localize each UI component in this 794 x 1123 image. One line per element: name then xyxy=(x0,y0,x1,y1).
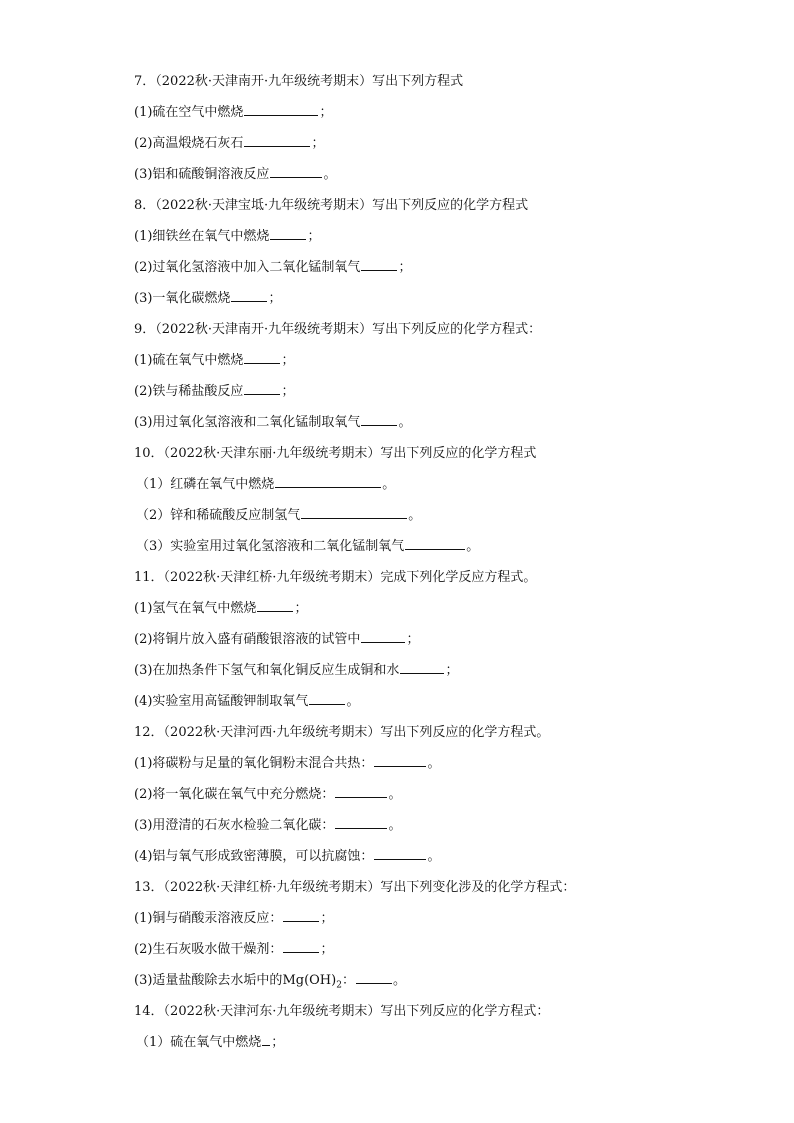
answer-blank[interactable] xyxy=(400,661,444,674)
answer-blank[interactable] xyxy=(309,692,345,705)
question-13-item-2: (2)生石灰吸水做干燥剂： ； xyxy=(134,942,334,957)
answer-blank[interactable] xyxy=(361,630,405,643)
question-source: （2022秋·天津东丽·九年级统考期末） xyxy=(163,446,381,461)
question-11-header xyxy=(134,562,694,593)
question-12-item-1: (1)将碳粉与足量的氧化铜粉末混合共热： 。 xyxy=(134,756,441,771)
question-8-item-1: (1)细铁丝在氧气中燃烧 ； xyxy=(134,229,321,244)
question-9-item-1: (1)硫在氧气中燃烧 ； xyxy=(134,353,295,368)
question-13-item-3: (3)适量盐酸除去水垢中的$Mg(OH)_2$： 。 xyxy=(134,973,406,991)
question-11-item-3: (3)在加热条件下氢气和氧化铜反应生成铜和水 ； xyxy=(134,663,459,678)
question-7-item-3: (3)铝和硫酸铜溶液反应 。 xyxy=(134,167,337,182)
question-number: 8． xyxy=(134,198,156,213)
question-list xyxy=(134,66,694,1058)
question-number: 13． xyxy=(134,880,164,895)
question-13-header xyxy=(134,872,694,903)
question-source: （2022秋·天津南开·九年级统考期末） xyxy=(155,322,373,337)
answer-blank[interactable] xyxy=(270,227,306,240)
question-7-item-1: (1)硫在空气中燃烧 ； xyxy=(134,105,333,120)
answer-blank[interactable] xyxy=(244,351,280,364)
answer-blank[interactable] xyxy=(283,909,319,922)
answer-blank[interactable] xyxy=(335,785,387,798)
answer-blank[interactable] xyxy=(244,382,280,395)
question-number: 14． xyxy=(134,1004,164,1019)
question-number: 12． xyxy=(134,725,164,740)
answer-blank[interactable] xyxy=(361,258,397,271)
question-14-item-1: （1）硫在氧气中燃烧 ； xyxy=(136,1035,285,1050)
answer-blank[interactable] xyxy=(361,413,397,426)
question-number: 11． xyxy=(134,570,164,585)
question-11-item-4: (4)实验室用高锰酸钾制取氧气 。 xyxy=(134,694,360,709)
question-source: （2022秋·天津宝坻·九年级统考期末） xyxy=(155,198,373,213)
question-number: 10． xyxy=(134,446,164,461)
question-9-item-2: (2)铁与稀盐酸反应 ； xyxy=(134,384,295,399)
question-9-item-3: (3)用过氧化氢溶液和二氧化锰制取氧气 。 xyxy=(134,415,412,430)
question-12-item-3: (3)用澄清的石灰水检验二氧化碳： 。 xyxy=(134,818,402,833)
question-source: （2022秋·天津红桥·九年级统考期末） xyxy=(163,570,381,585)
answer-blank[interactable] xyxy=(257,599,293,612)
question-10-item-2: （2）锌和稀硫酸反应制氢气 。 xyxy=(136,508,422,523)
question-10-item-1: （1）红磷在氧气中燃烧 。 xyxy=(136,477,396,492)
question-prompt: 写出下列反应的化学方程式： xyxy=(380,1004,550,1019)
question-7-header xyxy=(134,66,694,97)
answer-blank[interactable] xyxy=(244,134,310,147)
question-prompt: 写出下列反应的化学方程式： xyxy=(372,322,542,337)
answer-blank[interactable] xyxy=(244,103,318,116)
question-10-item-3: （3）实验室用过氧化氢溶液和二氧化锰制氧气 。 xyxy=(136,539,480,554)
question-prompt: 完成下列化学反应方程式。 xyxy=(380,570,537,585)
answer-blank[interactable] xyxy=(374,847,426,860)
question-source: （2022秋·天津河东·九年级统考期末） xyxy=(163,1004,381,1019)
question-prompt: 写出下列反应的化学方程式 xyxy=(380,446,537,461)
answer-blank[interactable] xyxy=(270,165,322,178)
question-prompt: 写出下列反应的化学方程式 xyxy=(372,198,529,213)
answer-blank[interactable] xyxy=(262,1033,270,1046)
question-8-item-3: (3)一氧化碳燃烧 ； xyxy=(134,291,282,306)
chemical-formula: $Mg(OH)_2$ xyxy=(282,973,342,991)
answer-blank[interactable] xyxy=(301,506,407,519)
question-9-header xyxy=(134,314,694,345)
answer-blank[interactable] xyxy=(356,971,392,984)
question-8-header xyxy=(134,190,694,221)
answer-blank[interactable] xyxy=(231,289,267,302)
question-12-item-2: (2)将一氧化碳在氧气中充分燃烧： 。 xyxy=(134,787,402,802)
question-source: （2022秋·天津南开·九年级统考期末） xyxy=(155,74,373,89)
question-8-item-2: (2)过氧化氢溶液中加入二氧化锰制氧气 ； xyxy=(134,260,412,275)
question-source: （2022秋·天津河西·九年级统考期末） xyxy=(163,725,381,740)
question-13-item-1: (1)铜与硝酸汞溶液反应： ； xyxy=(134,911,334,926)
question-10-header xyxy=(134,438,694,469)
question-prompt: 写出下列反应的化学方程式。 xyxy=(380,725,550,740)
question-11-item-1: (1)氢气在氧气中燃烧 ； xyxy=(134,601,308,616)
question-11-item-2: (2)将铜片放入盛有硝酸银溶液的试管中 ； xyxy=(134,632,420,647)
question-7-item-2: (2)高温煅烧石灰石 ； xyxy=(134,136,325,151)
answer-blank[interactable] xyxy=(275,475,381,488)
question-prompt: 写出下列变化涉及的化学方程式： xyxy=(380,880,576,895)
question-prompt: 写出下列方程式 xyxy=(372,74,464,89)
answer-blank[interactable] xyxy=(335,816,387,829)
question-source: （2022秋·天津红桥·九年级统考期末） xyxy=(163,880,381,895)
question-12-header xyxy=(134,717,694,748)
question-12-item-4: (4)铝与氧气形成致密薄膜，可以抗腐蚀： 。 xyxy=(134,849,441,864)
answer-blank[interactable] xyxy=(374,754,426,767)
answer-blank[interactable] xyxy=(405,537,465,550)
question-14-header xyxy=(134,996,694,1027)
question-number: 9． xyxy=(134,322,156,337)
question-number: 7． xyxy=(134,74,156,89)
answer-blank[interactable] xyxy=(283,940,319,953)
